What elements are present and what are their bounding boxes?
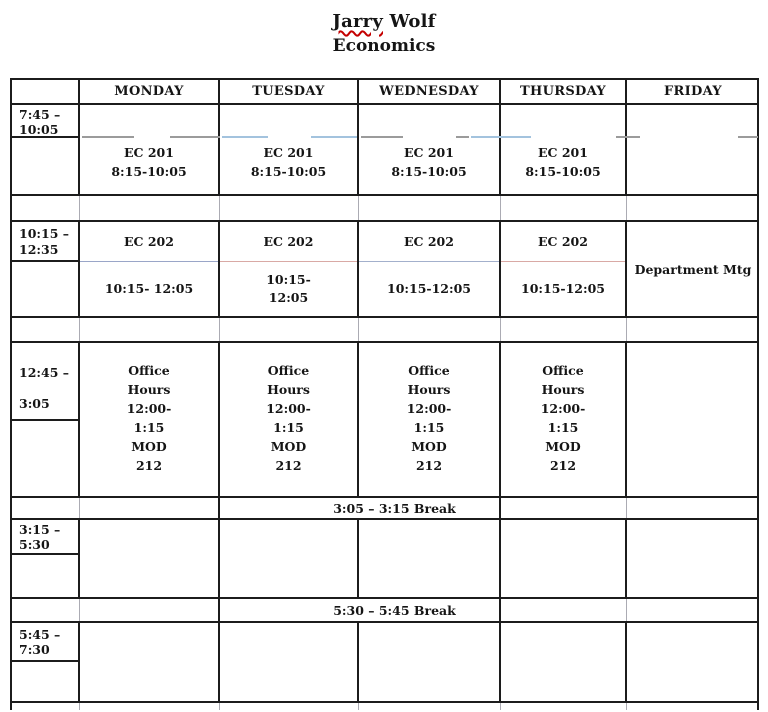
time-end: 12:35 (19, 242, 59, 257)
cell-tuesday-office-hours (220, 343, 359, 496)
time-end: 10:05 (19, 122, 59, 137)
cell-thursday-ec202 (501, 222, 627, 316)
course-name: EC 202 (220, 222, 357, 262)
break-cell (627, 498, 759, 518)
header-monday: MONDAY (80, 80, 220, 103)
office-line: 12:00- (540, 401, 586, 416)
spacer-cell (501, 196, 627, 220)
artifact-line (222, 136, 268, 138)
cell-tuesday-ec201 (220, 105, 359, 194)
course-name: EC 201 (404, 145, 454, 160)
spacer-cell (12, 318, 80, 341)
cell-thursday-office-hours (501, 343, 627, 496)
spacer-cell (220, 703, 359, 710)
office-line: 1:15 (133, 420, 165, 435)
spacer-cell (80, 703, 220, 710)
title-name-misspelled: Jarry (332, 11, 383, 32)
cell-wednesday-office-hours (359, 343, 501, 496)
cell-friday-empty (627, 520, 759, 597)
block-1245-305 (12, 343, 757, 498)
spacer-cell (359, 703, 501, 710)
course-time: 8:15-10:05 (391, 164, 467, 179)
office-line: Office (542, 363, 584, 378)
block-745-1005 (12, 105, 757, 196)
course-time: 10:15- 12:05 (104, 281, 194, 296)
block-1015-1235 (12, 222, 757, 318)
spacer-cell (359, 196, 501, 220)
time-label (12, 105, 78, 138)
cell-friday-empty (627, 343, 759, 496)
time-start: 7:45 – (19, 107, 61, 122)
break-cell (12, 498, 80, 518)
office-line: Hours (127, 382, 171, 397)
course-time: 8:15-10:05 (250, 164, 327, 179)
office-line: Office (267, 363, 310, 378)
spacer-cell (220, 196, 359, 220)
artifact-line (170, 136, 220, 138)
course-time (220, 262, 357, 316)
cell-wednesday-empty (359, 520, 501, 597)
page-subtitle: Economics (332, 36, 436, 56)
cell-thursday-ec201 (501, 105, 627, 194)
course-time: 8:15-10:05 (525, 164, 601, 179)
break-cell (501, 498, 627, 518)
break-row-2 (12, 599, 757, 623)
block-315-530 (12, 520, 757, 599)
artifact-line (456, 136, 469, 138)
time-label (12, 520, 78, 555)
spacer-row-partial (12, 703, 757, 710)
course-name: EC 201 (538, 145, 588, 160)
document-title-block (0, 0, 768, 58)
header-wednesday: WEDNESDAY (359, 80, 501, 103)
time-label-cell (12, 520, 80, 597)
break-cell (80, 498, 220, 518)
artifact-line (738, 136, 758, 138)
cell-wednesday-ec202 (359, 222, 501, 316)
break-cell (12, 599, 80, 621)
cell-tuesday-empty (220, 520, 359, 597)
time-label (12, 623, 78, 662)
office-line: MOD (131, 439, 167, 454)
time-start: 12:45 – (19, 365, 70, 380)
spacer-cell (12, 196, 80, 220)
course-time: 10:15-12:05 (521, 281, 605, 296)
cell-monday-office-hours (80, 343, 220, 496)
header-tuesday: TUESDAY (220, 80, 359, 103)
spacer-row (12, 318, 757, 343)
office-line: 1:15 (547, 420, 579, 435)
office-line: 212 (549, 458, 577, 473)
course-name: EC 202 (501, 222, 625, 262)
spacer-cell (80, 318, 220, 341)
break-label: 3:05 – 3:15 Break (220, 498, 501, 518)
course-name: EC 201 (124, 145, 174, 160)
break-cell (80, 599, 220, 621)
spacer-cell (80, 196, 220, 220)
time-label-cell (12, 222, 80, 316)
artifact-line (311, 136, 357, 138)
cell-wednesday-ec201 (359, 105, 501, 194)
office-line: 1:15 (273, 420, 304, 435)
time-start: 10:15 – (19, 226, 70, 241)
spacer-row (12, 196, 757, 222)
header-time-cell (12, 80, 80, 103)
cell-thursday-empty (501, 623, 627, 701)
office-line: MOD (411, 439, 447, 454)
office-line: 212 (415, 458, 443, 473)
spacer-cell (627, 318, 759, 341)
office-line: 1:15 (413, 420, 445, 435)
office-line: Hours (407, 382, 451, 397)
break-cell (627, 599, 759, 621)
header-row (12, 80, 757, 105)
course-time-line1: 10:15- (266, 272, 311, 287)
break-row-1 (12, 498, 757, 520)
spacer-cell (501, 703, 627, 710)
spacer-cell (359, 318, 501, 341)
cell-monday-ec201 (80, 105, 220, 194)
cell-tuesday-ec202 (220, 222, 359, 316)
office-line: 212 (275, 458, 302, 473)
office-line: MOD (270, 439, 307, 454)
office-line: 212 (135, 458, 163, 473)
office-line: MOD (545, 439, 581, 454)
cell-friday-empty (627, 105, 759, 194)
office-line: Office (128, 363, 170, 378)
header-friday: FRIDAY (664, 84, 722, 99)
cell-tuesday-empty (220, 623, 359, 701)
artifact-line (616, 136, 640, 138)
time-start: 5:45 – (19, 627, 61, 642)
break-cell (501, 599, 627, 621)
cell-friday-department-mtg: Department Mtg (634, 261, 752, 277)
block-545-730 (12, 623, 757, 703)
course-name: EC 202 (359, 222, 499, 262)
cell-monday-empty (80, 623, 220, 701)
office-line: 12:00- (266, 401, 311, 416)
course-time-line2: 12:05 (268, 290, 309, 305)
spacer-cell (220, 318, 359, 341)
course-name: EC 202 (80, 222, 218, 262)
cell-monday-empty (80, 520, 220, 597)
time-end: 3:05 (19, 396, 50, 411)
time-label-cell (12, 343, 80, 496)
artifact-line (361, 136, 403, 138)
page-title (0, 10, 768, 34)
spacer-cell (501, 318, 627, 341)
artifact-line (471, 136, 531, 138)
spacer-cell (12, 703, 80, 710)
time-end: 5:30 (19, 537, 50, 552)
cell-monday-ec202 (80, 222, 220, 316)
time-label (12, 222, 78, 262)
spacer-cell (627, 196, 759, 220)
time-end: 7:30 (19, 642, 50, 657)
break-label: 5:30 – 5:45 Break (220, 599, 501, 621)
office-line: Office (408, 363, 450, 378)
course-name: EC 201 (263, 145, 314, 160)
office-line: 12:00- (126, 401, 172, 416)
course-time: 10:15-12:05 (387, 281, 471, 296)
time-label (12, 343, 78, 421)
cell-thursday-empty (501, 520, 627, 597)
office-line: 12:00- (406, 401, 452, 416)
time-start: 3:15 – (19, 522, 61, 537)
spacer-cell (627, 703, 759, 710)
time-label-cell (12, 105, 80, 194)
office-line: Hours (541, 382, 585, 397)
schedule-table (10, 78, 759, 710)
time-label-cell (12, 623, 80, 701)
title-name-rest: Wolf (383, 11, 436, 32)
cell-wednesday-empty (359, 623, 501, 701)
header-thursday: THURSDAY (501, 80, 627, 103)
course-time: 8:15-10:05 (111, 164, 187, 179)
cell-friday-empty (627, 623, 759, 701)
office-line: Hours (267, 382, 310, 397)
artifact-line (82, 136, 134, 138)
